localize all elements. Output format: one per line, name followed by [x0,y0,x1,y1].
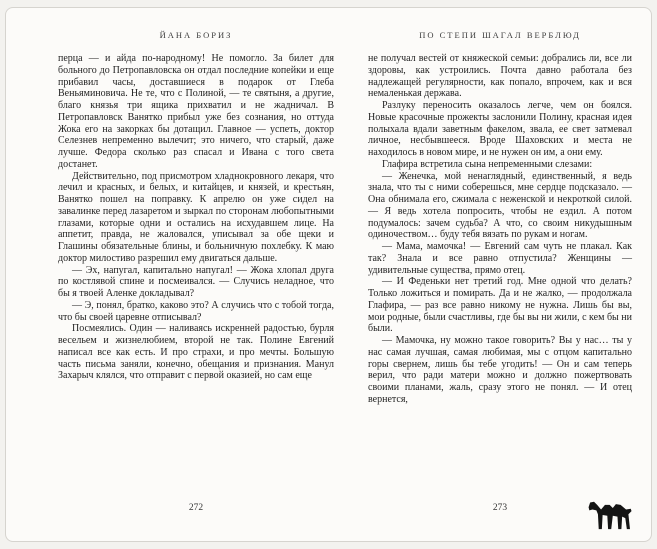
paragraph: — Мамочка, ну можно такое говорить? Вы у нас… ты у нас самая лучшая, самая любимая, мы с отцом капитально горы свернем, лишь бы тебе угодить! — Он и сам теперь верил, что ради матери можно и должно пожертвовать своими планами, жаль, сразу этого не понял. — И отец вернется, [368,335,632,405]
paragraph: — Женечка, мой ненаглядный, единственный, я ведь знала, что ты с ними соберешься, мне сердце подсказало. — Она обнимала его, сжимала с неженской и некроткой силой. — Я ведь хотела попросить, чтобы не ездил. А потом подумалось: зачем судьба? А что, со своим никудышным одиночеством… буду тебя вязать по рукам и ногам. [368,170,632,241]
camel-icon [587,497,637,533]
left-page[interactable] [58,8,334,541]
paragraph: — И Феденьки нет третий год. Мне одной что делать? Только ложиться и помирать. Да и не жалко, — продолжала Глафира, — раз все равно никому не нужна. Лишь бы вы, мои родные, были счастливы, где бы вы ни жили, с кем бы ни были. [368,276,632,335]
right-page-text [368,53,632,406]
paragraph: Действительно, под присмотром хладнокровного лекаря, что лечил и красных, и белых, и китайцев, и князей, и крестьян, Ванятко пошел на поправку. К апрелю он уже сидел на завалинке перед лазаретом и зыркал по сторонам любопытными глазами, которые одни и остались на исхудавшем лице. На аппетит, правда, не жаловался, уписывал за обе щеки и Глашины обязательные блины, и больничную похлебку. К маю доктор милостиво разрешил ему двигаться дальше. [58,170,334,264]
paragraph: — Мама, мамочка! — Евгений сам чуть не плакал. Как так? Знала и все равно отпустила? Женщины — удивительные существа, прямо отец. [368,241,632,276]
paragraph: не получал вестей от княжеской семьи: добрались ли, все ли здоровы, как устроились. Почта давно работала без надлежащей регулярности, как попало, впрочем, как и вся немаленькая держава. [368,53,632,100]
right-page[interactable] [368,8,632,541]
paragraph: — Эх, напугал, капитально напугал! — Жока хлопал друга по костлявой спине и посмеивался. — Случись неладное, что бы я твоей Аленке докладывал? [58,264,334,299]
book-spread [5,7,652,542]
page-number-left: 272 [188,503,204,513]
page-number-right: 273 [492,503,508,513]
running-head-author: ЙАНА БОРИЗ [159,30,233,40]
paragraph: Разлуку переносить оказалось легче, чем он боялся. Новые красочные прожекты заслонили Полину, красная идея полыхала вдали заветным факелом, звала, ее свет затмевал личное, несбывшееся. Вроде Шаховских и места не находилось в новом мире, и не нужен он им, а они ему. [368,100,632,158]
paragraph: перца — и айда по-народному! Не помогло. За билет для больного до Петропавловска он отдал последние копейки и еще прибавил часы, доставшиеся в подарок от Глеба Веньяминовича. Не те, что с Полиной, — те святыня, а другие, благо князья три ящика прихватил и не жадничал. В Петропавловск Ванятко прибыл уже без сознания, но оттуда Жока его на закорках бы дотащил. Главное — успеть, доктор Селезнев непременно вылечит; это ничего, что старый, даже лучше. Федора сколько раз спасал и Ивана с того света достанет. [58,53,334,170]
left-page-text [58,53,334,382]
running-head-title: ПО СТЕПИ ШАГАЛ ВЕРБЛЮД [419,30,581,40]
paragraph: — Э, понял, братко, каково это? А случись что с тобой тогда, что бы своей царевне отписывал? [58,299,334,323]
paragraph: Посмеялись. Один — наливаясь искренней радостью, бурля весельем и жизнелюбием, второй не так. Полине Евгений написал все как есть. И про страхи, и про мечты. Большую часть письма заняли, конечно, обещания и признания. Манул Захарыч клялся, что отправит с первой оказией, но сам еще [58,323,334,382]
paragraph: Глафира встретила сына непременными слезами: [382,158,593,170]
